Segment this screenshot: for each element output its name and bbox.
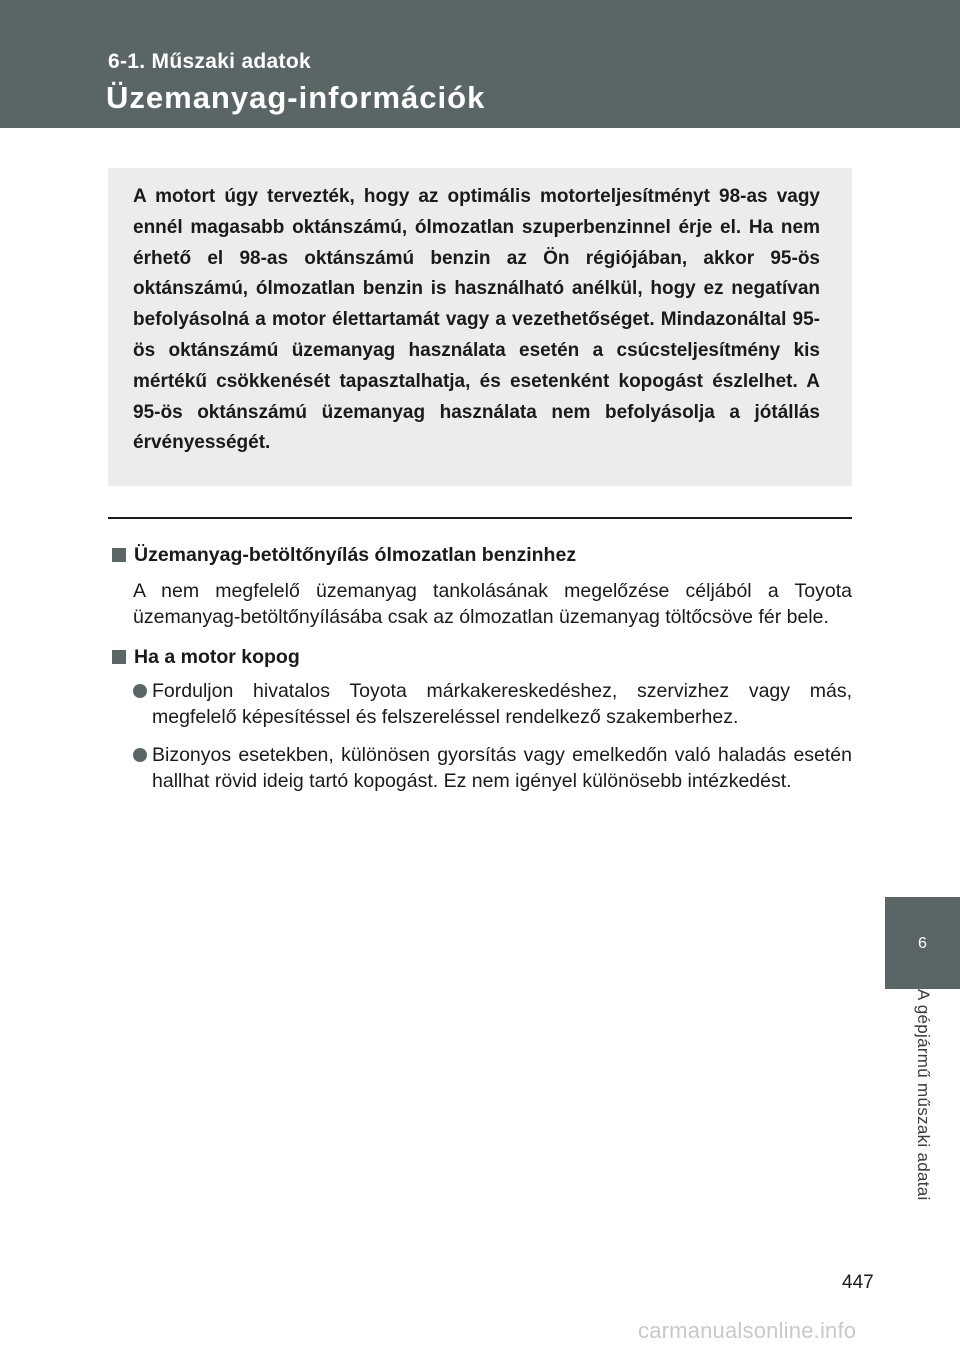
page-header — [0, 0, 960, 128]
list-item-text: Bizonyos esetekben, különösen gyorsítás vagy emelkedőn való haladás esetén hallhat rövid ideig tartó kopogást. Ez nem igényel különösebb intézkedést. — [152, 744, 852, 792]
list-item — [112, 678, 852, 730]
section-heading-engine-knock — [112, 644, 852, 670]
watermark: carmanualsonline.info — [638, 1318, 857, 1343]
square-bullet-icon — [112, 548, 126, 562]
section-heading-fuel-filler — [112, 542, 852, 568]
chapter-number: 6 — [918, 935, 927, 952]
square-bullet-icon — [112, 650, 126, 664]
list-item-text: Forduljon hivatalos Toyota márkakereskedéshez, szervizhez vagy más, megfelelő képesítéssel és felszereléssel rendelkező szakemberhez. — [152, 680, 852, 728]
chapter-label: A gépjármű műszaki adatai — [914, 989, 933, 1201]
section-heading-text: Üzemanyag-betöltőnyílás ólmozatlan benzinhez — [134, 544, 577, 566]
page-title: Üzemanyag-információk — [106, 80, 486, 115]
chapter-tab — [885, 897, 960, 989]
divider-rule — [108, 517, 852, 519]
info-callout-box — [108, 168, 852, 486]
callout-text: A motort úgy tervezték, hogy az optimális motorteljesítményt 98-as vagy ennél magasabb oktánszámú, ólmozatlan szuperbenzinnel érje el. Ha nem érhető el 98-as oktánszámú benzin az Ön régiójában, akkor 95-ös oktánszámú, ólmozatlan benzin is használható anélkül, hogy ez negatívan befolyásolná a motor élettartamát vagy a vezethetőséget. Mindazonáltal 95-ös oktánszámú üzemanyag használata esetén a csúcsteljesítmény kis mértékű csökkenését tapasztalhatja, és esetenként kopogást észlelhet. A 95-ös oktánszámú üzemanyag használata nem befolyásolja a jótállás érvényességét. — [133, 186, 820, 454]
chapter-label-strip — [885, 989, 960, 1249]
section-heading-text: Ha a motor kopog — [134, 646, 300, 668]
section-paragraph: A nem megfelelő üzemanyag tankolásának megelőzése céljából a Toyota üzemanyag-betöltőnyílásába csak az ólmozatlan üzemanyag töltőcsöve fér bele. — [133, 580, 852, 628]
page-number: 447 — [842, 1272, 874, 1293]
section-label: 6-1. Műszaki adatok — [108, 50, 311, 73]
circle-bullet-icon — [133, 748, 147, 762]
circle-bullet-icon — [133, 684, 147, 698]
list-item — [112, 742, 852, 794]
main-content — [112, 542, 852, 794]
